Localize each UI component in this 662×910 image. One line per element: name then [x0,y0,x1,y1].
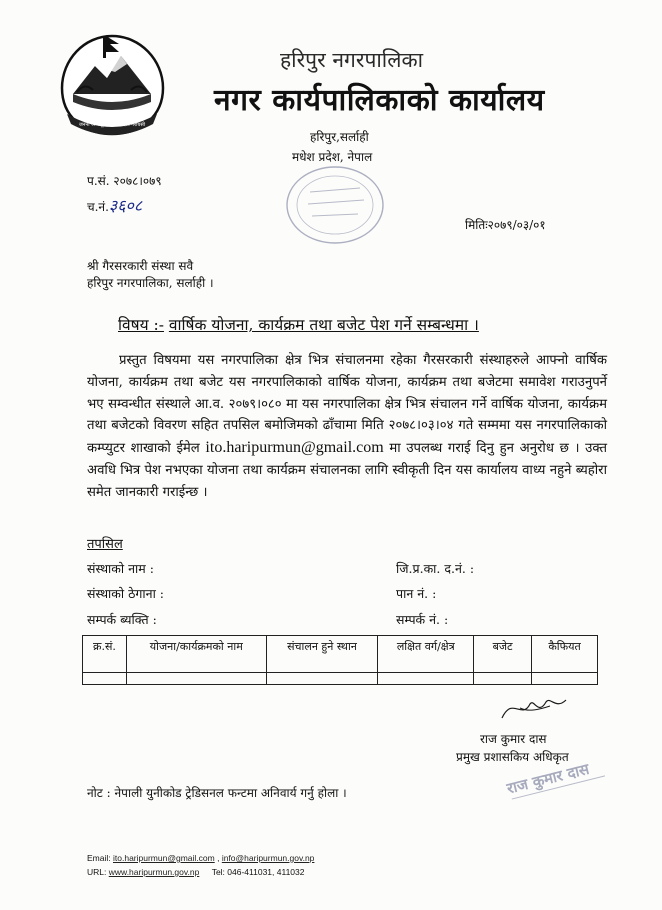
body-part-2: मा उपलब्ध गराई दिनु हुन अनुरोध छ । उक्त अवधि भित्र पेश नभएका योजना तथा कार्यक्रम संचालनका लागि स्वीकृती दिन यस कार्यालय वाध्य नहुने ब्यहोरा समेत जानकारी गराईन्छ । [87,441,607,500]
footer-email-label: Email: [87,853,111,863]
table-cell [532,673,598,685]
note-text: नोट : नेपाली युनीकोड ट्रेडिसनल फन्टमा अनिवार्य गर्नु होला । [87,786,347,800]
contact-number-label: सम्पर्क नं. : [396,612,449,627]
signatory-designation: प्रमुख प्रशासकिय अधिकृत [456,750,569,764]
addressee-line-2: हरिपुर नगरपालिका, सर्लाही । [87,276,214,290]
body-part-1: प्रस्तुत विषयमा यस नगरपालिका क्षेत्र भित्र संचालनमा रहेका गैरसरकारी संस्थाहरुले आफ्नो वार्षिक योजना, कार्यक्रम तथा बजेट यस नगरपालिकाको वार्षिक योजना, कार्यक्रम तथा बजेटमा समावेश गराउनुपर्ने भए सम्वन्धीत संस्थाले आ.व. २०७९।०८० मा यस नगरपालिका क्षेत्र भित्र संचालन गर्ने वार्षिक योजना, कार्यक्रम तथा बजेटको विवरण सहित तपसिल बमोजिमको ढाँचामा मिति २०७८।०३।०४ गते सम्ममा यस नगरपालिकाको कम्प्युटर शाखाको ईमेल [87,353,607,457]
footer-phone: Tel: 046-411031, 411032 [211,867,305,877]
svg-text:जननी जन्मभूमिश्च स्वर्गादपि गर: जननी जन्मभूमिश्च स्वर्गादपि गरीयसी [78,122,146,128]
address-line-2: मधेश प्रदेश, नेपाल [292,150,373,164]
footer-email-link-2[interactable]: info@haripurmun.gov.np [221,853,315,863]
signature-stamp-icon [500,756,610,800]
pan-label: पान नं. : [396,586,437,601]
table-cell [474,673,532,685]
table-header: बजेट [474,636,532,673]
nepal-emblem-icon [55,32,170,140]
table-header: संचालन हुने स्थान [266,636,378,673]
table-header: योजना/कार्यक्रमको नाम [126,636,266,673]
org-name-label: संस्थाको नाम : [87,561,154,576]
office-title: नगर कार्यपालिकाको कार्यालय [214,83,545,118]
letter-body [87,350,607,504]
table-row [83,673,598,685]
handwritten-signature-icon [498,690,570,724]
footer-website-link[interactable]: www.haripurmun.gov.np [108,867,200,877]
table-header-row [83,636,598,673]
footer-email [87,853,314,863]
table-header: कैफियत [532,636,598,673]
office-stamp-icon [280,160,390,250]
table-cell [83,673,127,685]
footer-email-link-1[interactable]: ito.haripurmun@gmail.com [113,853,215,863]
municipality-name: हरिपुर नगरपालिका [280,48,424,72]
table-cell [266,673,378,685]
table-header: लक्षित वर्ग/क्षेत्र [378,636,474,673]
signatory-name: राज कुमार दास [480,732,547,746]
plan-table [82,635,598,685]
tapsil-heading: तपसिल [87,537,123,552]
table-cell [126,673,266,685]
contact-person-label: सम्पर्क ब्यक्ति : [87,612,157,627]
registration-label: जि.प्र.का. द.नं. : [396,561,475,576]
dispatch-number [87,194,142,216]
footer-url [87,867,304,877]
subject-line [118,313,479,335]
reference-number: प.सं. २०७८।०७९ [87,174,162,188]
org-address-label: संस्थाको ठेगाना : [87,586,164,601]
dispatch-label: च.नं. [87,200,109,214]
address-line-1: हरिपुर,सर्लाही [310,130,369,144]
dispatch-handwritten: ३६०८ [108,196,143,215]
subject-text: वार्षिक योजना, कार्यक्रम तथा बजेट पेश गर्ने सम्बन्धमा । [168,316,479,334]
svg-text:राज कुमार दास: राज कुमार दास [505,759,592,798]
addressee-line-1: श्री गैरसरकारी संस्था सवै [87,259,194,273]
table-cell [378,673,474,685]
letter-date: मितिः२०७९/०३/०१ [465,218,546,232]
footer-url-label: URL: [87,867,107,877]
footer-email-separator: , [217,853,220,863]
table-header: क्र.सं. [83,636,127,673]
body-email: ito.haripurmun@gmail.com [205,439,384,457]
subject-label: विषय :- [118,316,164,334]
